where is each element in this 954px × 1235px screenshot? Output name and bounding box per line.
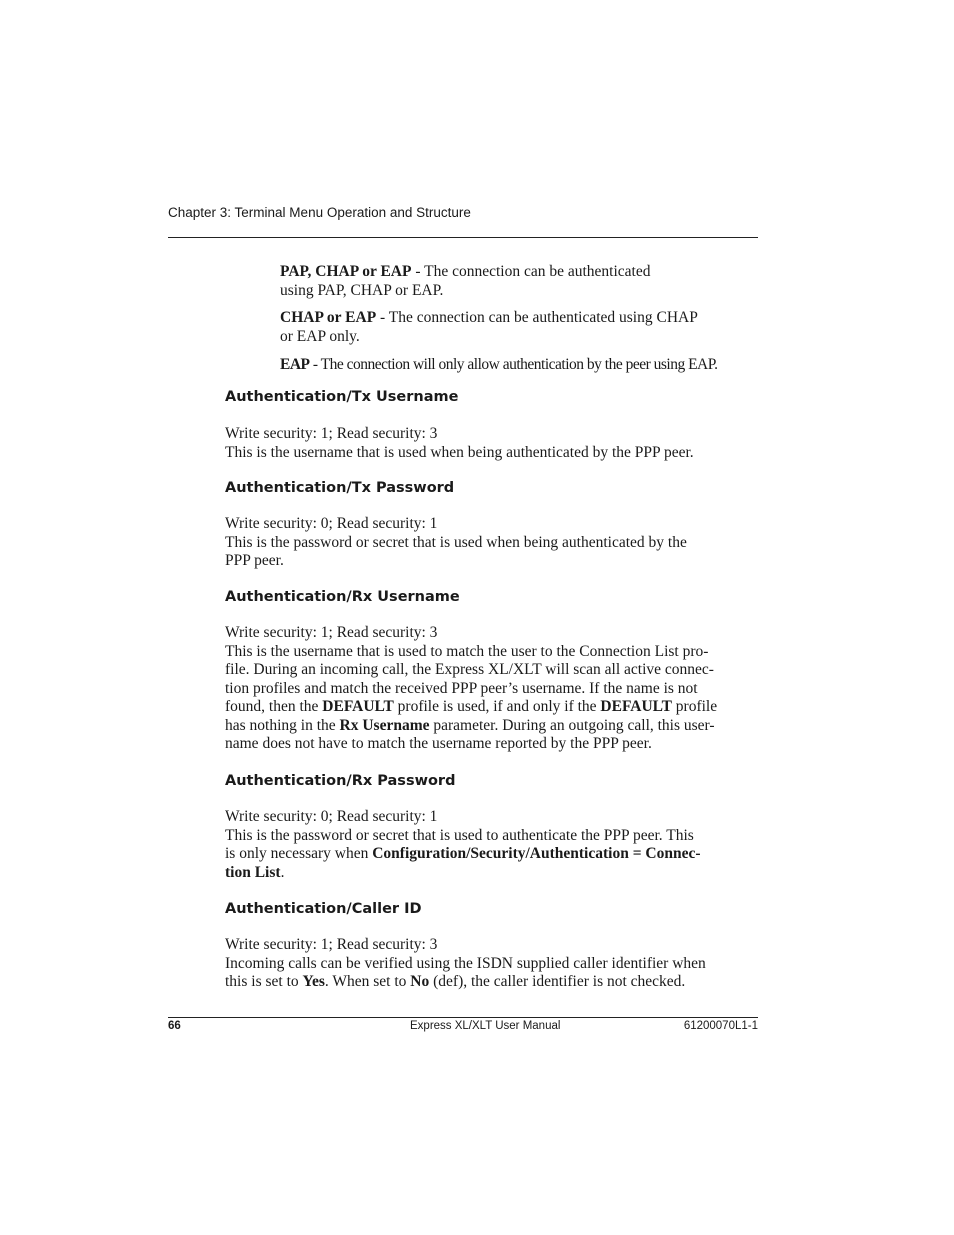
page-header: Chapter 3: Terminal Menu Operation and Structure — [168, 205, 471, 220]
section-body: Write security: 1; Read security: 3 This is the username that is used when being authenticated by the PPP peer. — [225, 425, 694, 461]
footer-rule — [168, 1017, 758, 1018]
option-term: PAP, CHAP or EAP — [280, 263, 412, 280]
section-heading: Authentication/Tx Username — [225, 389, 459, 405]
header-rule — [168, 237, 758, 238]
part-number: 61200070L1-1 — [683, 1020, 758, 1032]
section-body: Write security: 1; Read security: 3 Incoming calls can be verified using the ISDN supplied caller identifier when this is set to Yes. When set to No (def), the caller identifier is not checked. — [225, 936, 706, 990]
section-heading: Authentication/Tx Password — [225, 480, 455, 496]
manual-title: Express XL/XLT User Manual — [410, 1020, 561, 1032]
option-term: CHAP or EAP — [280, 309, 377, 326]
option-term: EAP — [280, 356, 310, 373]
option-pap-chap-eap: PAP, CHAP or EAP - The connection can be authenticated using PAP, CHAP or EAP. — [280, 263, 651, 299]
section-body: Write security: 0; Read security: 1 This is the password or secret that is used to authenticate the PPP peer. This is only necessary when Configuration/Security/Authentication = Connec- tion List. — [225, 808, 701, 881]
section-heading: Authentication/Rx Password — [225, 773, 456, 789]
option-chap-eap: CHAP or EAP - The connection can be authenticated using CHAP or EAP only. — [280, 309, 698, 345]
option-eap: EAP - The connection will only allow authentication by the peer using EAP. — [280, 356, 718, 373]
section-body: Write security: 1; Read security: 3 This is the username that is used to match the user to the Connection List pro- file. During an incoming call, the Express XL/XLT will scan all active connec- tion profiles and match the received PPP peer’s username. If the name is not found, then the DEFAULT profile is used, if and only if the DEFAULT profile has nothing in the Rx Username parameter. During an outgoing call, this user- name does not have to match the username reported by the PPP peer. — [225, 624, 718, 752]
section-heading: Authentication/Caller ID — [225, 901, 422, 917]
page-number: 66 — [168, 1020, 181, 1032]
section-heading: Authentication/Rx Username — [225, 589, 460, 605]
section-body: Write security: 0; Read security: 1 This is the password or secret that is used when being authenticated by the PPP peer. — [225, 515, 687, 569]
